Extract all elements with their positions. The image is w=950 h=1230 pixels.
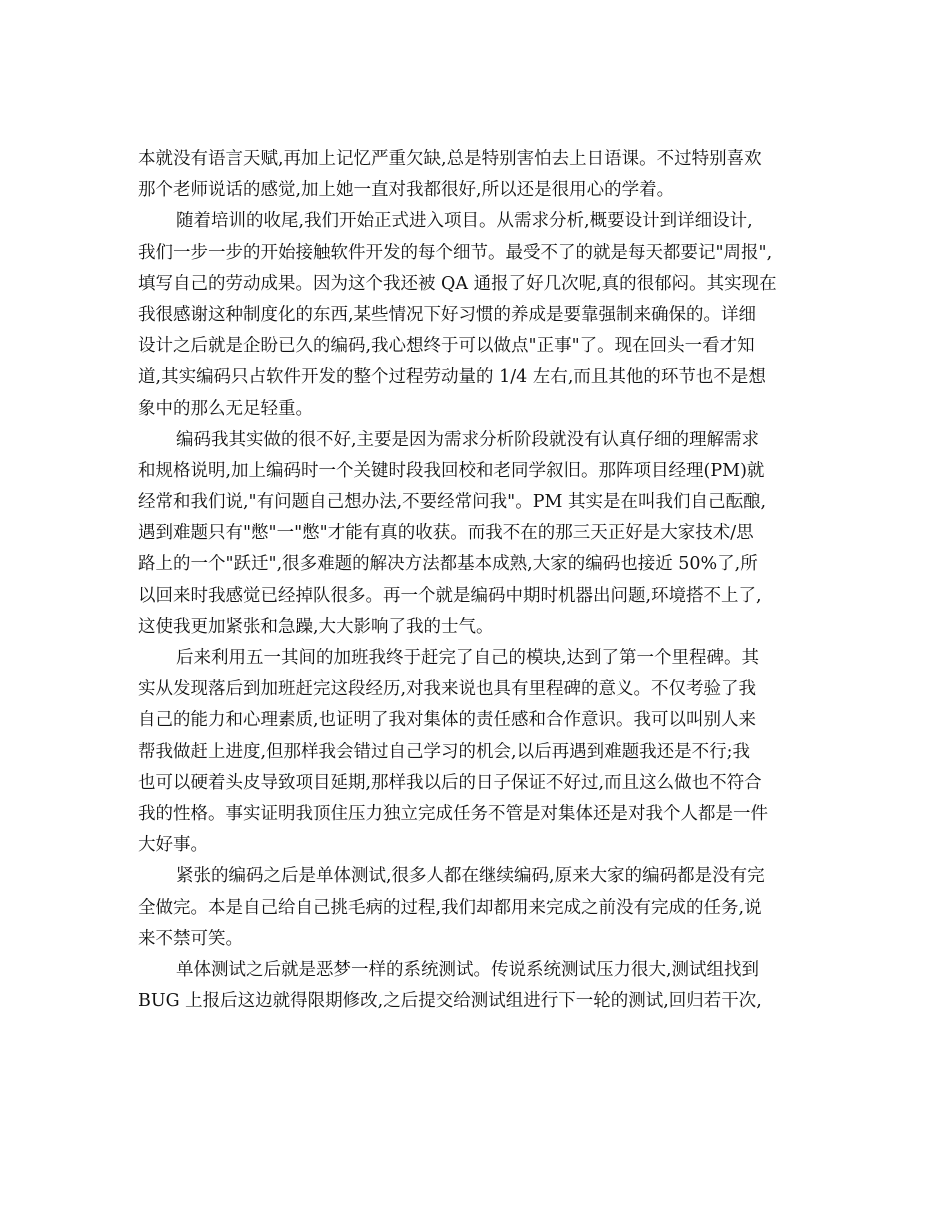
paragraph-first-line: 单体测试之后就是恶梦一样的系统测试。传说系统测试压力很大,测试组找到: [176, 959, 760, 980]
text-line: 来不禁可笑。: [138, 928, 243, 949]
text-line: 和规格说明,加上编码时一个关键时段我回校和老同学叙旧。那阵项目经理(PM)就: [138, 460, 765, 481]
text-line: 自己的能力和心理素质,也证明了我对集体的责任感和合作意识。我可以叫别人来: [138, 710, 757, 731]
text-line: 我们一步一步的开始接触软件开发的每个细节。最受不了的就是每天都要记"周报",: [138, 242, 773, 263]
text-line: 帮我做赶上进度,但那样我会错过自己学习的机会,以后再遇到难题我还是不行;我: [138, 741, 751, 762]
text-line: 象中的那么无足轻重。: [138, 398, 313, 419]
text-line: BUG 上报后这边就得限期修改,之后提交给测试组进行下一轮的测试,回归若干次,: [138, 991, 762, 1012]
text-line: 实从发现落后到加班赶完这段经历,对我来说也具有里程碑的意义。不仅考验了我: [138, 679, 757, 700]
text-line: 全做完。本是自己给自己挑毛病的过程,我们却都用来完成之前没有完成的任务,说: [138, 897, 762, 918]
text-line: 这使我更加紧张和急躁,大大影响了我的士气。: [138, 616, 494, 637]
paragraph-first-line: 紧张的编码之后是单体测试,很多人都在继续编码,原来大家的编码都是没有完: [176, 866, 765, 887]
text-line: 经常和我们说,"有问题自己想办法,不要经常问我"。PM 其实是在叫我们自己酝酿,: [138, 492, 767, 513]
paragraph-first-line: 编码我其实做的很不好,主要是因为需求分析阶段就没有认真仔细的理解需求: [176, 429, 760, 450]
text-line: 路上的一个"跃迁",很多难题的解决方法都基本成熟,大家的编码也接近 50%了,所: [138, 554, 758, 575]
text-line: 填写自己的劳动成果。因为这个我还被 QA 通报了好几次呢,真的很郁闷。其实现在: [138, 273, 777, 294]
text-line: 我很感谢这种制度化的东西,某些情况下好习惯的养成是要靠强制来确保的。详细: [138, 304, 757, 325]
document-body: [138, 144, 818, 1017]
text-line: 本就没有语言天赋,再加上记忆严重欠缺,总是特别害怕去上日语课。不过特别喜欢: [138, 149, 762, 169]
text-line: 我的性格。事实证明我顶住压力独立完成任务不管是对集体还是对我个人都是一件: [138, 803, 768, 824]
text-line: 那个老师说话的感觉,加上她一直对我都很好,所以还是很用心的学着。: [138, 180, 675, 201]
text-line: 设计之后就是企盼已久的编码,我心想终于可以做点"正事"了。现在回头一看才知: [138, 336, 755, 357]
text-line: 遇到难题只有"憋"一"憋"才能有真的收获。而我不在的那三天正好是大家技术/思: [138, 523, 754, 544]
text-line: 也可以硬着头皮导致项目延期,那样我以后的日子保证不好过,而且这么做也不符合: [138, 772, 762, 793]
text-line: 大好事。: [138, 835, 208, 856]
paragraph-first-line: 后来利用五一其间的加班我终于赶完了自己的模块,达到了第一个里程碑。其: [176, 648, 760, 668]
text-line: 道,其实编码只占软件开发的整个过程劳动量的 1/4 左右,而且其他的环节也不是想: [138, 367, 766, 388]
paragraph-first-line: 随着培训的收尾,我们开始正式进入项目。从需求分析,概要设计到详细设计,: [176, 211, 753, 232]
text-line: 以回来时我感觉已经掉队很多。再一个就是编码中期时机器出问题,环境搭不上了,: [138, 585, 762, 606]
